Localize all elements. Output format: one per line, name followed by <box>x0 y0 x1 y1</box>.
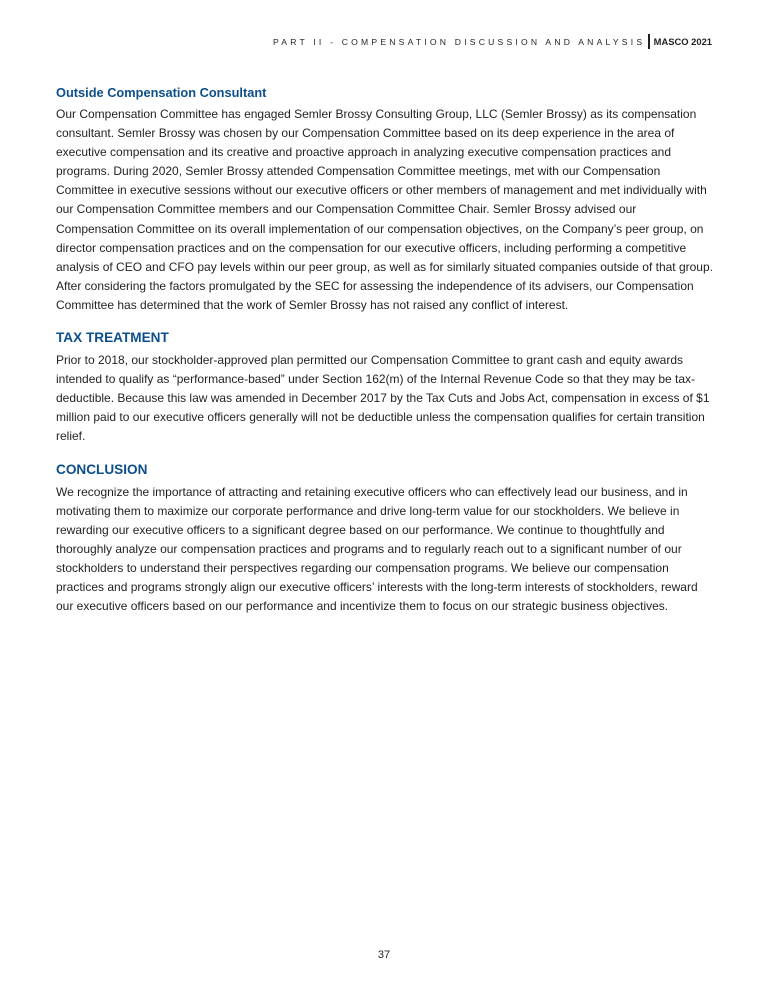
header-divider <box>648 34 649 49</box>
header-brand: MASCO 2021 <box>653 36 712 47</box>
page-number: 37 <box>377 949 391 961</box>
section-spacer <box>56 447 716 461</box>
page-header <box>273 34 712 49</box>
section-body: Prior to 2018, our stockholder-approved plan permitted our Compensation Committee to grant cash and equity awards intended to qualify as “performance-based” under Section 162(m) of the Internal Revenue Code so that they may be tax-deductible. Because this law was amended in December 2017 by the Tax Cuts and Jobs Act, compensation in excess of $1 million paid to our executive officers generally will not be deductible unless the compensation qualifies for certain transition relief. <box>56 353 710 444</box>
section-conclusion <box>56 461 716 617</box>
section-outside-compensation-consultant <box>56 84 716 315</box>
section-tax-treatment <box>56 329 716 446</box>
section-body: We recognize the importance of attracting and retaining executive officers who can effectively lead our business, and in motivating them to maximize our corporate performance and drive long-term value for our stockholders. We believe in rewarding our executive officers to a significant degree based on our performance. We continue to thoughtfully and thoroughly analyze our compensation practices and programs and to regularly reach out to a significant number of our stockholders to understand their perspectives regarding our compensation programs. We believe our compensation practices and programs strongly align our executive officers’ interests with the long-term interests of stockholders, reward our executive officers based on our performance and incentivize them to focus on our strategic business objectives. <box>56 484 698 614</box>
section-title: CONCLUSION <box>56 461 148 477</box>
header-section-label: PART II - COMPENSATION DISCUSSION AND ANALYSIS <box>272 36 646 47</box>
section-title: Outside Compensation Consultant <box>56 85 267 100</box>
section-title: TAX TREATMENT <box>56 330 169 346</box>
section-body: Our Compensation Committee has engaged Semler Brossy Consulting Group, LLC (Semler Brossy) as its compensation consultant. Semler Brossy was chosen by our Compensation Committee based on its deep experience in the area of executive compensation and its creative and proactive approach in analyzing executive compensation practices and programs. During 2020, Semler Brossy attended Compensation Committee meetings, met with our Compensation Committee in executive sessions without our executive officers or other members of management and met individually with our Compensation Committee members and our Compensation Committee Chair. Semler Brossy advised our Compensation Committee on its overall implementation of our compensation objectives, on the Company’s peer group, on director compensation practices and on the compensation for our executive officers, including performing a competitive analysis of CEO and CFO pay levels within our peer group, as well as for similarly situated companies outside of that group. After considering the factors promulgated by the SEC for assessing the independence of its advisers, our Compensation Committee has determined that the work of Semler Brossy has not raised any conflict of interest. <box>56 107 713 312</box>
document-content <box>56 84 716 616</box>
section-spacer <box>56 315 716 329</box>
